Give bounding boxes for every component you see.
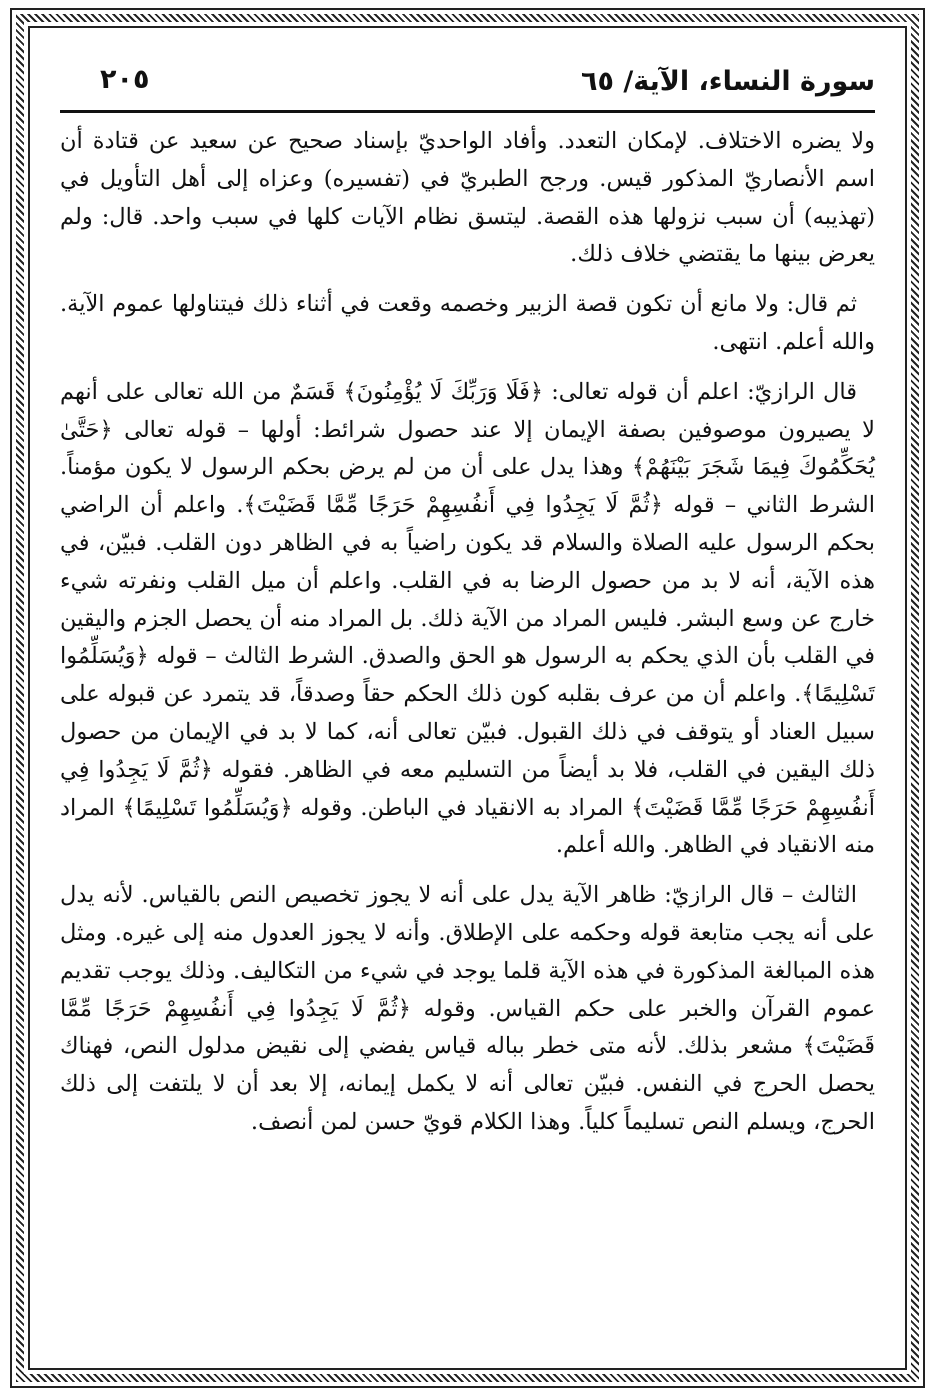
header-title: سورة النساء، الآية/ ٦٥ <box>581 66 875 97</box>
paragraph: ولا يضره الاختلاف. لإمكان التعدد. وأفاد الواحديّ بإسناد صحيح عن سعيد عن قتادة أن اسم الأنصاريّ المذكور قيس. ورجح الطبريّ في (تفسيره) وعزاه إلى أهل التأويل في (تهذيبه) أن سبب نزولها هذه القصة. ليتسق نظام الآيات كلها في سبب واحد. قال: ولم يعرض بينها ما يقتضي خلاف ذلك. <box>60 128 875 268</box>
paragraph: قال الرازيّ: اعلم أن قوله تعالى: ﴿فَلَا وَرَبِّكَ لَا يُؤْمِنُونَ﴾ قَسَمٌ من الله تعالى على أنهم لا يصيرون موصوفين بصفة الإيمان إلا عند حصول شرائط: أولها – قوله تعالى ﴿حَتَّىٰ يُحَكِّمُوكَ فِيمَا شَجَرَ بَيْنَهُمْ﴾ وهذا يدل على أن من لم يرض بحكم الرسول لا يكون مؤمناً. الشرط الثاني – قوله ﴿ثُمَّ لَا يَجِدُوا فِي أَنفُسِهِمْ حَرَجًا مِّمَّا قَضَيْتَ﴾. واعلم أن الراضي بحكم الرسول عليه الصلاة والسلام قد يكون راضياً به في الظاهر دون القلب. فبيّن، في هذه الآية، أنه لا بد من حصول الرضا به في القلب. واعلم أن ميل القلب ونفرته شيء خارج عن وسع البشر. فليس المراد من الآية ذلك. بل المراد منه أن يحصل الجزم واليقين في القلب بأن الذي يحكم به الرسول هو الحق والصدق. الشرط الثالث – قوله ﴿وَيُسَلِّمُوا تَسْلِيمًا﴾. واعلم أن من عرف بقلبه كون ذلك الحكم حقاً وصدقاً، قد يتمرد عن قبوله على سبيل العناد أو يتوقف في ذلك القبول. فبيّن تعالى أنه، كما لا بد في الإيمان من حصول ذلك اليقين في القلب، فلا بد أيضاً من التسليم معه في الظاهر. فقوله ﴿ثُمَّ لَا يَجِدُوا فِي أَنفُسِهِمْ حَرَجًا مِّمَّا قَضَيْتَ﴾ المراد به الانقياد في الباطن. وقوله ﴿وَيُسَلِّمُوا تَسْلِيمًا﴾ المراد منه الانقياد في الظاهر. والله أعلم. <box>60 378 875 859</box>
body-text <box>60 123 875 1142</box>
page-content <box>60 60 875 1350</box>
paragraph: الثالث – قال الرازيّ: ظاهر الآية يدل على أنه لا يجوز تخصيص النص بالقياس. لأنه يدل على أنه يجب متابعة قوله وحكمه على الإطلاق. وأنه لا يجوز العدول منه إلى غيره. ومثل هذه المبالغة المذكورة في هذه الآية قلما يوجد في شيء من التكاليف. وذلك يوجب تقديم عموم القرآن والخبر على حكم القياس. وقوله ﴿ثُمَّ لَا يَجِدُوا فِي أَنفُسِهِمْ حَرَجًا مِّمَّا قَضَيْتَ﴾ مشعر بذلك. لأنه متى خطر بباله قياس يفضي إلى نقيض مدلول النص، فهناك يحصل الحرج في النفس. فبيّن تعالى أنه لا يكمل إيمانه، إلا بعد أن لا يلتفت إلى ذلك الحرج، ويسلم النص تسليماً كلياً. وهذا الكلام قويّ حسن لمن أنصف. <box>60 882 875 1135</box>
paragraph: ثم قال: ولا مانع أن تكون قصة الزبير وخصمه وقعت في أثناء ذلك فيتناولها عموم الآية. والله أعلم. انتهى. <box>60 291 875 355</box>
running-header <box>60 60 875 113</box>
page-number: ٢٠٥ <box>100 64 150 95</box>
